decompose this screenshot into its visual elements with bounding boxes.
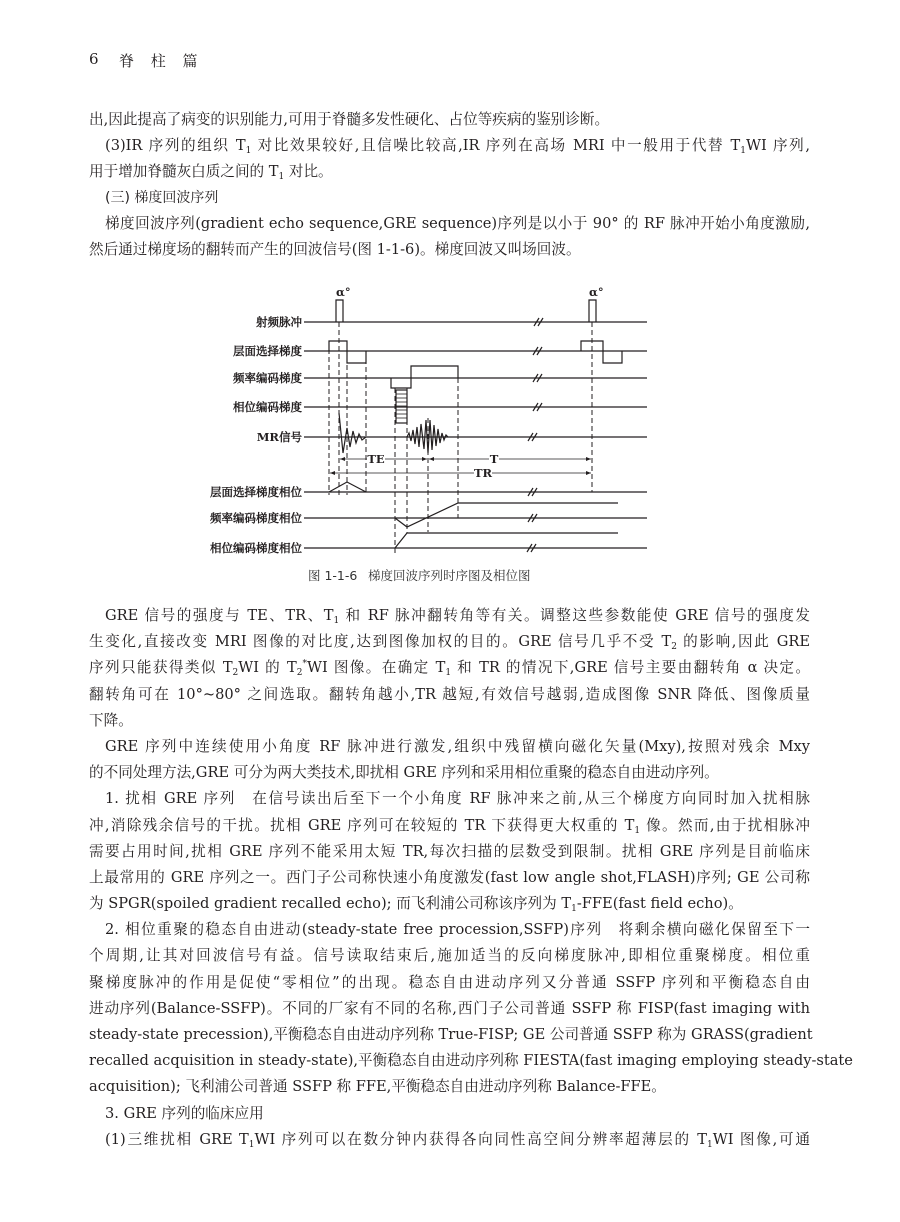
subscript: 1 — [740, 146, 746, 156]
text-run: 聚梯度脉冲的作用是促使“零相位”的出现。稳态自由进动序列又分普通 SSFP 序列和平衡稳态自由 — [89, 973, 810, 991]
text-run: steady-state precession),平衡稳态自由进动序列称 True-FISP; GE 公司普通 SSFP 称为 GRASS(gradient — [89, 1026, 813, 1043]
subscript: 1 — [634, 825, 641, 836]
text-run: WI 的 T — [238, 659, 297, 677]
text-line — [89, 1022, 813, 1048]
paragraph — [89, 603, 810, 734]
superscript: * — [302, 659, 308, 670]
text-run: 2. 相位重聚的稳态自由进动(steady-state free procession,SSFP)序列 将剩余横向磁化保留至下一 — [105, 921, 810, 939]
text-line — [89, 603, 810, 629]
label-phase-phase: 相位编码梯度相位 — [210, 541, 302, 555]
text-run: 的不同处理方法,GRE 可分为两大类技术,即扰相 GRE 序列和采用相位重聚的稳态自由进动序列。 — [89, 764, 719, 782]
text-line — [89, 996, 810, 1022]
subscript: 1 — [445, 668, 452, 679]
text-run: 冲,消除残余信号的干扰。扰相 GRE 序列可在较短的 TR 下获得更大权重的 T — [89, 816, 635, 834]
text-run: recalled acquisition in steady-state),平衡稳态自由进动序列称 FIESTA(fast imaging employing steady-state — [89, 1052, 853, 1070]
rf-pulse-2 — [589, 300, 596, 322]
text-run: WI 序列可以在数分钟内获得各向同性高空间分辨率超薄层的 T — [254, 1130, 707, 1148]
text-run: 上最常用的 GRE 序列之一。西门子公司称快速小角度激发(fast low angle shot,FLASH)序列; GE 公司称 — [89, 868, 810, 886]
body-text-lower — [89, 603, 853, 1153]
text-run: (1)三维扰相 GRE T — [105, 1130, 249, 1148]
text-run: 为 SPGR(spoiled gradient recalled echo); 而飞利浦公司称该序列为 T — [89, 895, 572, 913]
text-line — [89, 734, 810, 760]
te-label: TE — [367, 452, 385, 466]
text-run: WI 图像,可通 — [712, 1130, 810, 1148]
text-line — [89, 865, 810, 891]
subscript: 2 — [671, 642, 677, 653]
text-run: 1. 扰相 GRE 序列 在信号读出后至下一个小角度 RF 脉冲来之前,从三个梯度方向同时加入扰相脉 — [105, 790, 810, 808]
text-run: 下降。 — [89, 711, 133, 729]
flip-angle-label-1: α° — [336, 285, 351, 299]
text-line — [89, 839, 810, 865]
page-number: 6 — [89, 50, 99, 68]
subscript: 2 — [296, 668, 303, 679]
text-run: 和 RF 脉冲翻转角等有关。调整这些参数能使 GRE 信号的强度发 — [339, 607, 810, 624]
label-rf-pulse: 射频脉冲 — [256, 315, 302, 329]
text-line — [89, 1048, 853, 1074]
text-line — [89, 891, 810, 917]
subscript: 1 — [248, 1139, 255, 1150]
fid-signal — [339, 413, 366, 453]
text-run: acquisition); 飞利浦公司普通 SSFP 称 FFE,平衡稳态自由进动序列称 Balance-FFE。 — [89, 1078, 666, 1096]
text-run: 出,因此提高了病变的识别能力,可用于脊髓多发性硬化、占位等疾病的鉴别诊断。 — [89, 111, 610, 128]
text-line — [89, 943, 810, 969]
text-run: 对比效果较好,且信噪比较高,IR 序列在高场 MRI 中一般用于代替 T — [251, 137, 741, 154]
freq-gradient — [391, 366, 458, 388]
flip-angle-label-2: α° — [589, 285, 604, 299]
text-run: 的影响,因此 GRE — [676, 633, 810, 651]
text-run: GRE 信号的强度与 TE、TR、T — [105, 607, 334, 624]
text-run: -FFE(fast field echo)。 — [576, 895, 743, 913]
text-line — [89, 970, 810, 996]
text-run: 需要占用时间,扰相 GRE 序列不能采用太短 TR,每次扫描的层数受到限制。扰相 GRE 序列是目前临床 — [89, 842, 810, 860]
rf-pulse-1 — [336, 300, 343, 322]
running-header: 脊 柱 篇 — [119, 52, 204, 70]
text-run: GRE 序列中连续使用小角度 RF 脉冲进行激发,组织中残留横向磁化矢量(Mxy),按照对残余 Mxy — [105, 737, 810, 755]
subscript: 1 — [245, 146, 252, 156]
figure-caption: 梯度回波序列时序图及相位图 — [368, 568, 531, 583]
paragraph — [89, 734, 810, 786]
paragraph — [89, 786, 810, 917]
text-line — [89, 655, 810, 681]
text-line — [89, 682, 810, 708]
text-run: 翻转角可在 10°~80° 之间选取。翻转角越小,TR 越短,有效信号越弱,造成图像 SNR 降低、图像质量 — [89, 685, 810, 703]
text-run: 序列只能获得类似 T — [89, 659, 233, 677]
label-frequency-gradient: 频率编码梯度 — [233, 371, 302, 385]
text-line — [89, 786, 810, 812]
text-run: 然后通过梯度场的翻转而产生的回波信号(图 1-1-6)。梯度回波又叫场回波。 — [89, 241, 581, 258]
subscript: 2 — [232, 668, 239, 679]
text-run: (3)IR 序列的组织 T — [105, 137, 246, 154]
text-run: (三) 梯度回波序列 — [105, 190, 219, 206]
phase-phase-curve — [395, 533, 618, 548]
text-run: 梯度回波序列(gradient echo sequence,GRE sequence)序列是以小于 90° 的 RF 脉冲开始小角度激励, — [105, 215, 810, 232]
text-line — [89, 1127, 810, 1153]
subscript: 1 — [278, 172, 285, 182]
text-run: 进动序列(Balance-SSFP)。不同的厂家有不同的名称,西门子公司普通 SSFP 称 FISP(fast imaging with — [89, 999, 810, 1017]
subscript: 1 — [706, 1139, 713, 1150]
paragraph — [89, 1127, 810, 1153]
text-line — [89, 917, 810, 943]
label-phase-gradient: 相位编码梯度 — [233, 400, 302, 414]
text-run: 3. GRE 序列的临床应用 — [105, 1104, 264, 1122]
text-run: 用于增加脊髓灰白质之间的 T — [89, 163, 279, 180]
label-slice-gradient: 层面选择梯度 — [233, 344, 302, 358]
text-line — [89, 813, 810, 839]
time-break-marks — [527, 318, 543, 552]
text-line — [89, 1101, 810, 1127]
text-line — [89, 760, 810, 786]
subscript: 1 — [333, 616, 340, 626]
figure-number: 图 1-1-6 — [308, 568, 358, 583]
slice-gradient-2 — [581, 341, 622, 363]
text-run: WI 图像。在确定 T — [307, 659, 446, 677]
label-mr-signal: MR信号 — [256, 430, 302, 444]
label-slice-phase: 层面选择梯度相位 — [210, 485, 302, 499]
tr-label: TR — [473, 466, 493, 480]
text-run: 像。然而,由于扰相脉冲 — [640, 816, 810, 834]
paragraph — [89, 917, 853, 1100]
text-run: 对比。 — [284, 163, 333, 180]
text-run: WI 序列, — [745, 137, 810, 154]
paragraph — [89, 1101, 810, 1127]
text-line — [89, 1074, 810, 1100]
subscript: 1 — [571, 904, 577, 915]
label-frequency-phase: 频率编码梯度相位 — [210, 511, 302, 525]
text-run: 和 TR 的情况下,GRE 信号主要由翻转角 α 决定。 — [451, 659, 810, 677]
t-label: T — [489, 452, 499, 466]
text-line — [89, 629, 810, 655]
text-run: 生变化,直接改变 MRI 图像的对比度,达到图像加权的目的。GRE 信号几乎不受 T — [89, 633, 672, 651]
text-line — [89, 708, 810, 734]
text-run: 个周期,让其对回波信号有益。信号读取结束后,施加适当的反向梯度脉冲,即相位重聚梯度。相位重 — [89, 947, 810, 965]
